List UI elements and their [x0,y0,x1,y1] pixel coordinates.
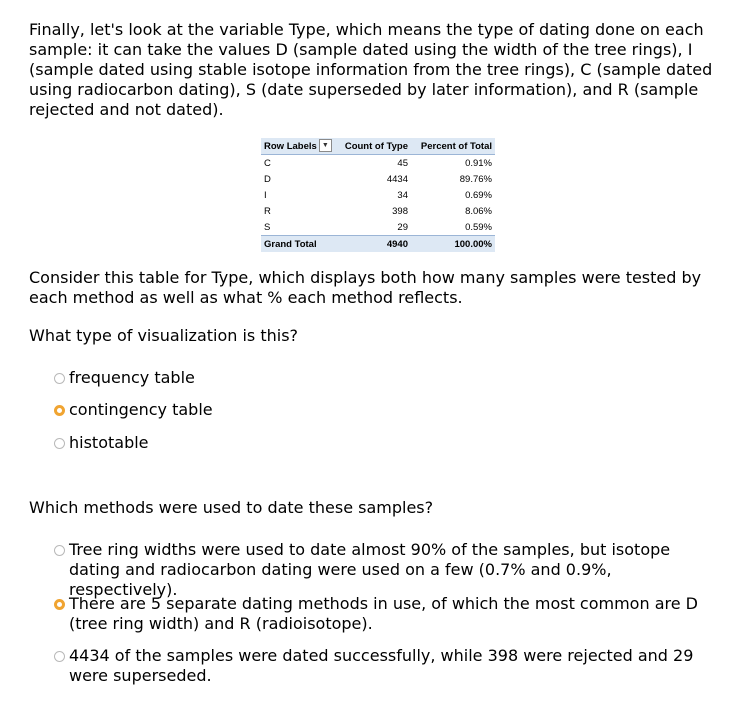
row-count: 45 [397,157,408,169]
question-1: What type of visualization is this? [29,326,299,345]
grand-total-percent: 100.00% [411,236,495,253]
row-labels-header-text: Row Labels [264,140,317,152]
percent-header: Percent of Total [411,138,495,155]
option-label: 4434 of the samples were dated successfully, while 398 were rejected and 29 were superseded. [69,646,694,685]
radio-selected-icon[interactable] [54,599,65,610]
option-label: contingency table [69,400,213,419]
radio-unselected-icon[interactable] [54,373,65,384]
option-label: histotable [69,433,149,452]
row-percent: 0.91% [465,157,492,169]
q2-option-4434-dated[interactable] [54,646,724,686]
row-percent: 89.76% [459,173,492,185]
radio-unselected-icon[interactable] [54,545,65,556]
row-count: 34 [397,189,408,201]
row-labels-header[interactable] [261,138,337,155]
pivot-table [261,138,495,252]
table-row [261,155,495,172]
row-percent: 0.69% [465,189,492,201]
consider-paragraph: Consider this table for Type, which displays both how many samples were tested by each method as well as what % each method reflects. [29,268,702,307]
row-percent: 8.06% [465,205,492,217]
table-row [261,219,495,236]
radio-selected-icon[interactable] [54,405,65,416]
row-count: 398 [392,205,408,217]
row-label: I [264,189,267,201]
dropdown-arrow-icon[interactable]: ▼ [319,139,332,152]
q1-option-histotable[interactable] [54,433,724,453]
table-row [261,187,495,203]
count-header: Count of Type [337,138,411,155]
option-label: Tree ring widths were used to date almost 90% of the samples, but isotope dating and radiocarbon dating were used on a few (0.7% and 0.9%, respectively). [69,540,671,599]
q1-option-frequency-table[interactable] [54,368,724,388]
option-label: frequency table [69,368,195,387]
row-count: 29 [397,221,408,233]
table-row [261,171,495,187]
intro-paragraph: Finally, let's look at the variable Type, which means the type of dating done on each sample: it can take the values D (sample dated using the width of the tree rings), I (sample dated using stable isotope information from the tree rings), C (sample dated using radiocarbon dating), S (date superseded by later information), and R (sample rejected and not dated). [29,20,713,119]
row-count: 4434 [386,173,408,185]
row-label: D [264,173,271,185]
pivot-header-row [261,138,495,155]
grand-total-label: Grand Total [261,236,337,253]
option-label: There are 5 separate dating methods in use, of which the most common are D (tree ring width) and R (radioisotope). [69,594,698,633]
row-label: S [264,221,271,233]
question-2: Which methods were used to date these samples? [29,498,434,517]
radio-unselected-icon[interactable] [54,438,65,449]
row-label: C [264,157,271,169]
row-percent: 0.59% [465,221,492,233]
q1-option-contingency-table[interactable] [54,400,724,420]
q2-option-five-methods[interactable] [54,594,724,634]
row-label: R [264,205,271,217]
grand-total-count: 4940 [337,236,411,253]
grand-total-row [261,236,495,253]
q2-option-tree-ring-widths[interactable] [54,540,724,600]
radio-unselected-icon[interactable] [54,651,65,662]
table-row [261,203,495,219]
